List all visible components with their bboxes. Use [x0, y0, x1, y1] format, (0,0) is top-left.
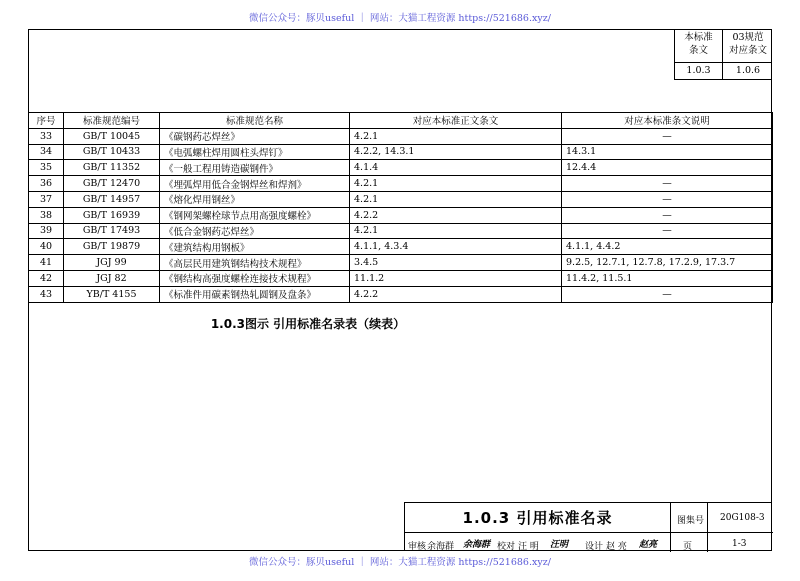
cell-code: YB/T 4155 — [64, 286, 160, 302]
table-header-row — [29, 113, 773, 129]
cell-text-clause: 4.2.1 — [350, 176, 562, 192]
table-row — [29, 286, 773, 302]
table-row — [29, 223, 773, 239]
cell-name: 《低合金钢药芯焊丝》 — [160, 223, 350, 239]
design-label: 设计 — [585, 542, 604, 552]
corner-col1-value: 1.0.3 — [686, 65, 711, 76]
cell-index: 34 — [29, 144, 64, 160]
cell-index: 40 — [29, 239, 64, 255]
cell-index: 37 — [29, 191, 64, 207]
cell-index: 39 — [29, 223, 64, 239]
check-name: 汪 明 — [518, 542, 539, 552]
cell-code: GB/T 19879 — [64, 239, 160, 255]
cell-index: 38 — [29, 207, 64, 223]
review-signature: 余海群 — [463, 540, 491, 550]
cell-index: 43 — [29, 286, 64, 302]
header-text-clause: 对应本标准正文条文 — [350, 113, 562, 129]
page-label: 页 — [683, 542, 693, 552]
cell-name: 《电弧螺柱焊用圆柱头焊钉》 — [160, 144, 350, 160]
cell-code: GB/T 14957 — [64, 191, 160, 207]
table-row — [29, 191, 773, 207]
check-signature: 汪明 — [550, 540, 569, 550]
table-row — [29, 128, 773, 144]
drawing-title: 1.0.3 引用标准名录 — [462, 509, 613, 527]
cell-index: 41 — [29, 255, 64, 271]
corner-col1-header-line2: 条文 — [688, 45, 708, 56]
cell-explanation-clause: 12.4.4 — [562, 160, 773, 176]
clause-reference-box — [674, 29, 772, 80]
cell-explanation-clause: — — [562, 128, 773, 144]
cell-code: GB/T 17493 — [64, 223, 160, 239]
cell-index: 36 — [29, 176, 64, 192]
corner-col2-value: 1.0.6 — [735, 65, 761, 76]
cell-explanation-clause: — — [562, 223, 773, 239]
cell-code: JGJ 99 — [64, 255, 160, 271]
cell-explanation-clause: 14.3.1 — [562, 144, 773, 160]
cell-index: 33 — [29, 128, 64, 144]
watermark-top: 微信公众号：豚贝useful ｜ 网站：大猫工程资源 https://521686.xyz/ — [249, 13, 551, 24]
cell-explanation-clause: 4.1.1, 4.4.2 — [562, 239, 773, 255]
cell-explanation-clause: — — [562, 191, 773, 207]
corner-col2-header-line2: 对应条文 — [728, 45, 767, 56]
cell-name: 《建筑结构用钢板》 — [160, 239, 350, 255]
cell-name: 《高层民用建筑钢结构技术规程》 — [160, 255, 350, 271]
design-name: 赵 亮 — [606, 542, 627, 552]
page-value: 1-3 — [732, 539, 747, 549]
title-block — [404, 502, 772, 551]
cell-explanation-clause: 11.4.2, 11.5.1 — [562, 270, 773, 286]
cell-name: 《碳钢药芯焊丝》 — [160, 128, 350, 144]
corner-col1-header-line1: 本标准 — [684, 32, 713, 43]
cell-text-clause: 11.1.2 — [350, 270, 562, 286]
cell-name: 《一般工程用铸造碳钢件》 — [160, 160, 350, 176]
header-index: 序号 — [29, 113, 64, 129]
cell-text-clause: 4.1.1, 4.3.4 — [350, 239, 562, 255]
header-explanation-clause: 对应本标准条文说明 — [562, 113, 773, 129]
cell-code: GB/T 11352 — [64, 160, 160, 176]
cell-name: 《熔化焊用钢丝》 — [160, 191, 350, 207]
design-signature: 赵亮 — [639, 540, 658, 550]
cell-index: 42 — [29, 270, 64, 286]
table-caption: 1.0.3图示 引用标准名录表（续表） — [210, 317, 406, 331]
cell-code: GB/T 16939 — [64, 207, 160, 223]
table-row — [29, 239, 773, 255]
table-body — [29, 128, 773, 302]
watermark-bottom: 微信公众号：豚贝useful ｜ 网站：大猫工程资源 https://521686.xyz/ — [249, 557, 551, 568]
review-name: 余海群 — [427, 542, 455, 552]
header-name: 标准规范名称 — [160, 113, 350, 129]
cell-text-clause: 4.1.4 — [350, 160, 562, 176]
cell-text-clause: 4.2.2 — [350, 286, 562, 302]
atlas-no-label: 图集号 — [677, 516, 705, 526]
reference-standards-table — [28, 112, 773, 303]
cell-explanation-clause: 9.2.5, 12.7.1, 12.7.8, 17.2.9, 17.3.7 — [562, 255, 773, 271]
cell-text-clause: 4.2.1 — [350, 223, 562, 239]
corner-col2-header-line1: 03规范 — [732, 32, 764, 43]
atlas-no-value: 20G108-3 — [720, 513, 765, 523]
cell-text-clause: 3.4.5 — [350, 255, 562, 271]
cell-explanation-clause: — — [562, 176, 773, 192]
cell-code: GB/T 10433 — [64, 144, 160, 160]
cell-index: 35 — [29, 160, 64, 176]
cell-name: 《钢网架螺栓球节点用高强度螺栓》 — [160, 207, 350, 223]
check-label: 校对 — [497, 542, 516, 552]
cell-text-clause: 4.2.1 — [350, 191, 562, 207]
cell-code: JGJ 82 — [64, 270, 160, 286]
table-row — [29, 207, 773, 223]
cell-text-clause: 4.2.2, 14.3.1 — [350, 144, 562, 160]
cell-name: 《埋弧焊用低合金钢焊丝和焊剂》 — [160, 176, 350, 192]
cell-name: 《钢结构高强度螺栓连接技术规程》 — [160, 270, 350, 286]
cell-code: GB/T 10045 — [64, 128, 160, 144]
cell-text-clause: 4.2.1 — [350, 128, 562, 144]
table-row — [29, 160, 773, 176]
cell-explanation-clause: — — [562, 207, 773, 223]
table-row — [29, 255, 773, 271]
table-row — [29, 144, 773, 160]
header-code: 标准规范编号 — [64, 113, 160, 129]
review-label: 审核 — [408, 542, 427, 552]
cell-explanation-clause: — — [562, 286, 773, 302]
cell-code: GB/T 12470 — [64, 176, 160, 192]
cell-text-clause: 4.2.2 — [350, 207, 562, 223]
table-row — [29, 176, 773, 192]
table-row — [29, 270, 773, 286]
cell-name: 《标准件用碳素钢热轧圆钢及盘条》 — [160, 286, 350, 302]
